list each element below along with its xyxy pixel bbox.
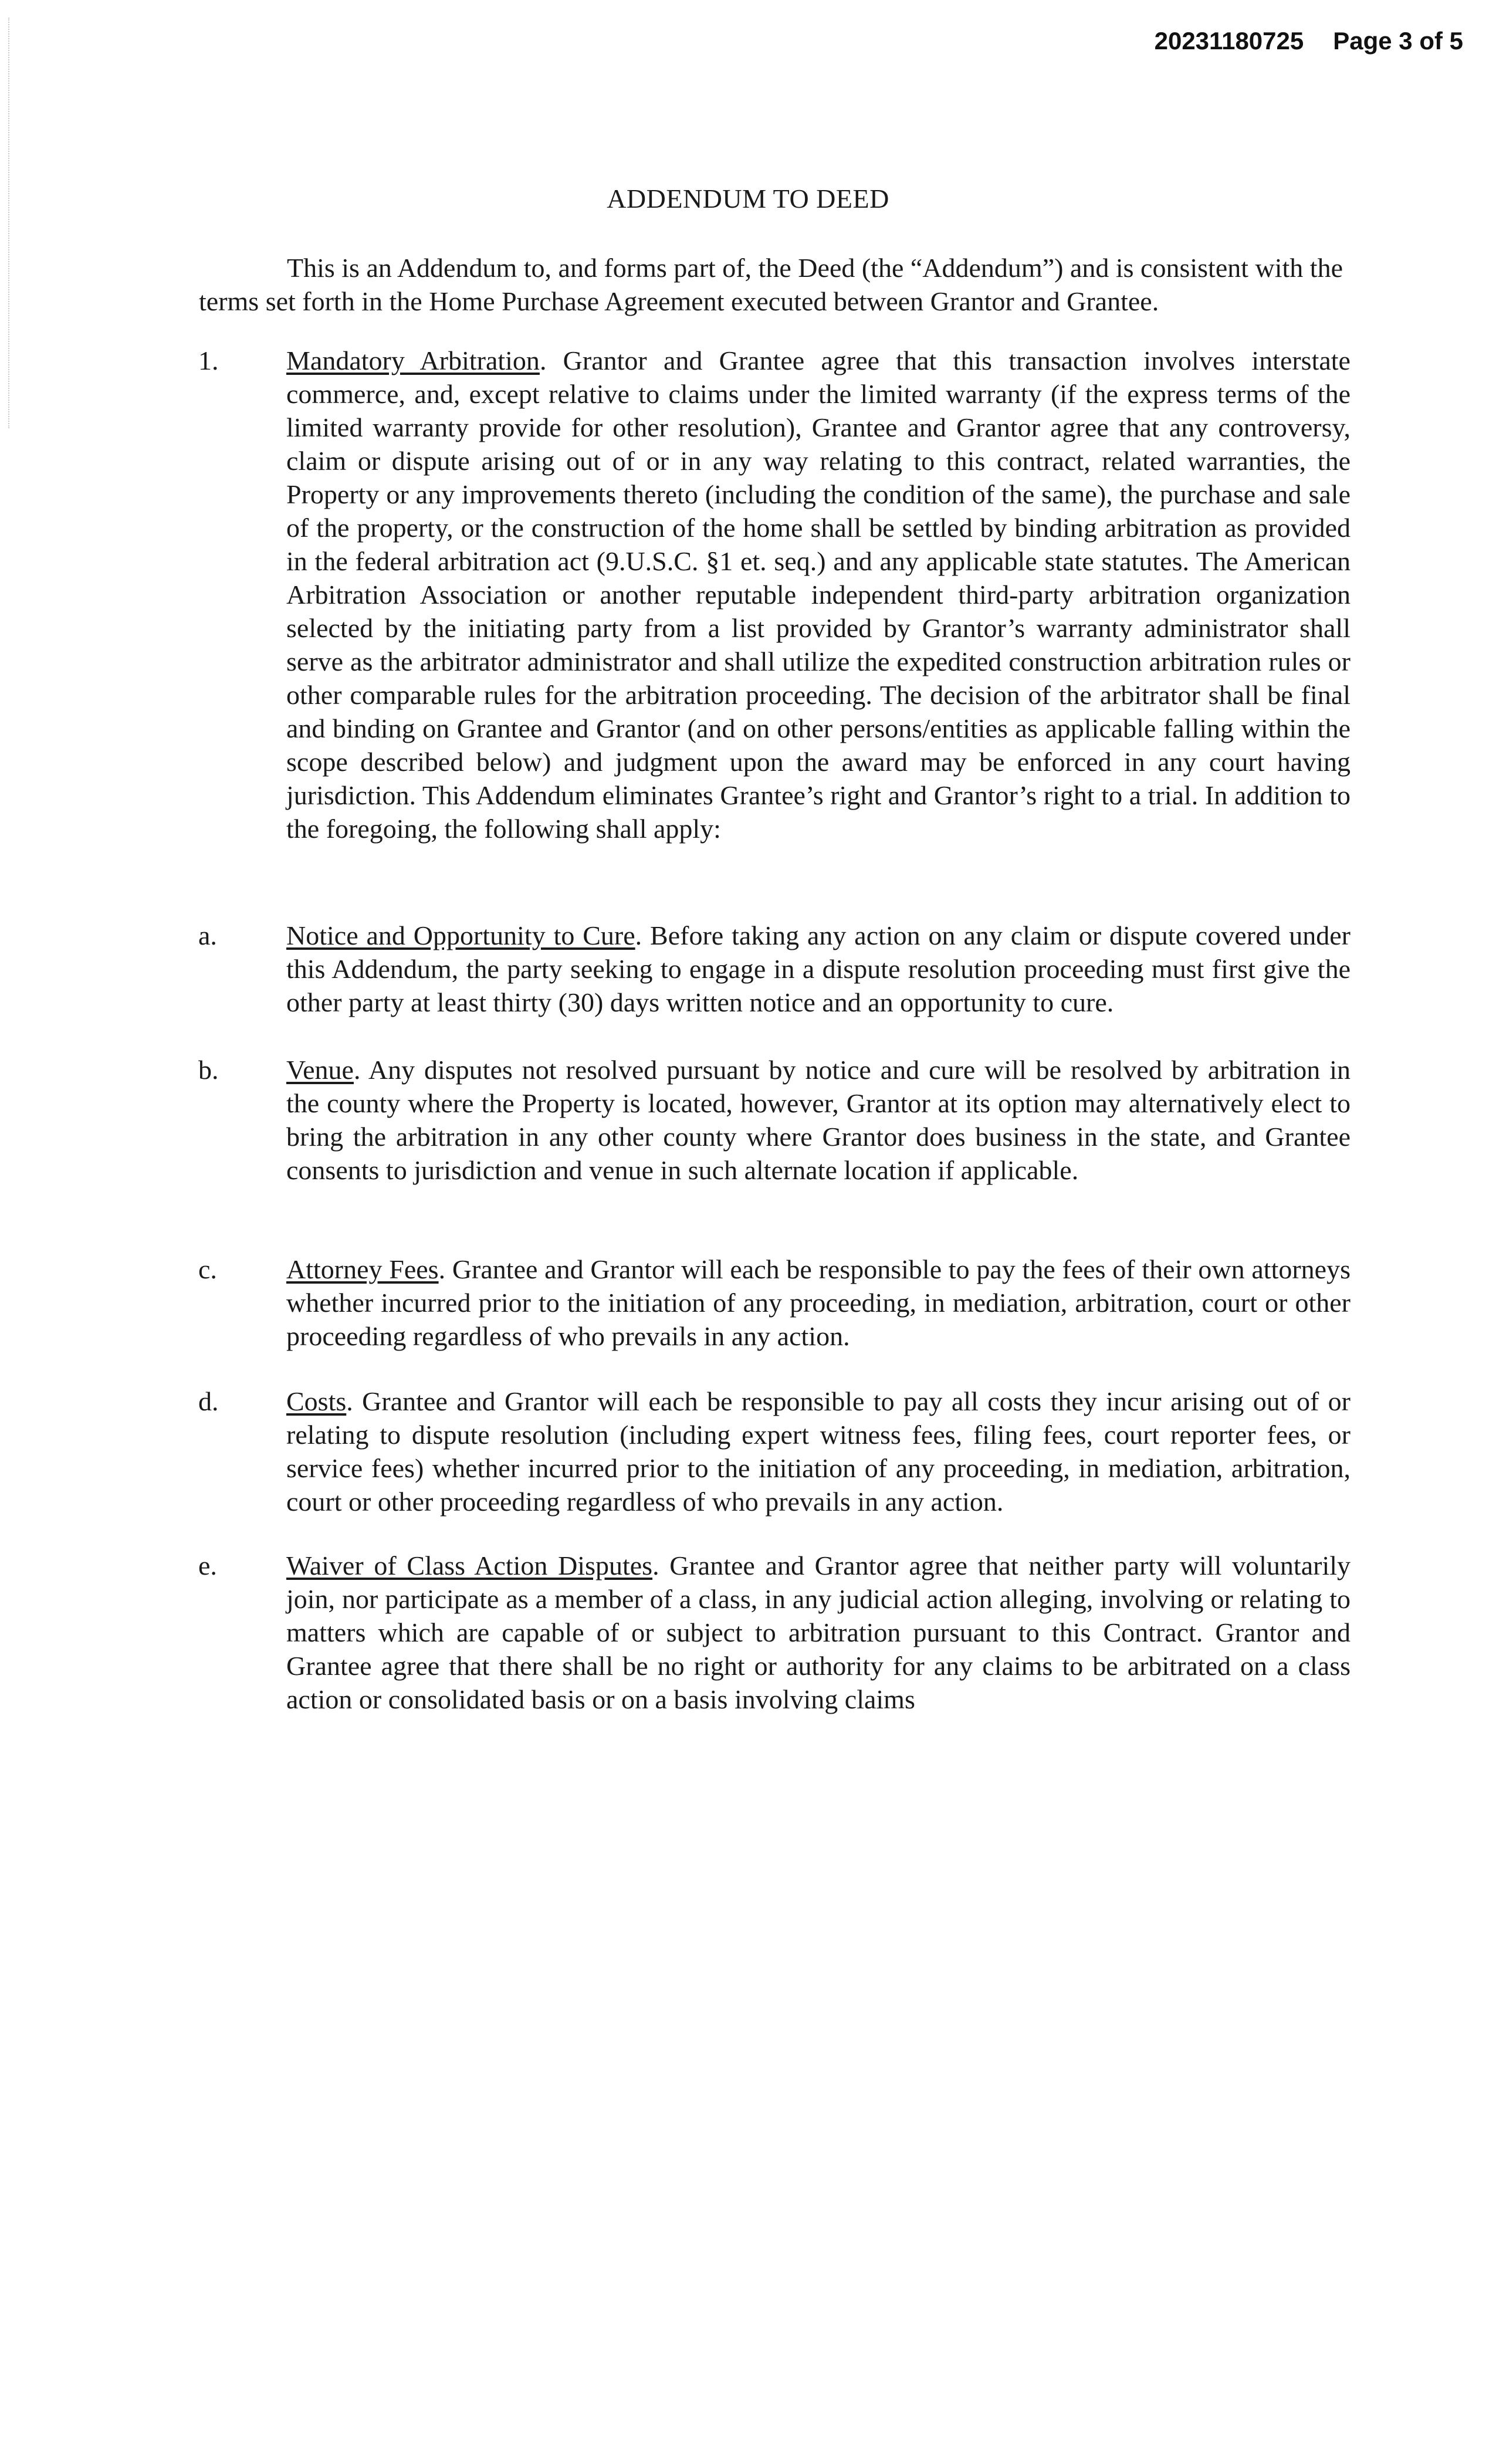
section-c-attorney-fees [198,1253,1351,1353]
section-body [286,919,1351,1019]
section-text: . Grantee and Grantor agree that neither party will voluntarily join, nor participate as a member of a class, in any judicial action alleging, involving or relating to matters which are capable of or subject to arbitration pursuant to this Contract. Grantor and Grantee agree that there shall be no right or authority for any claims to be arbitrated on a class action or consolidated basis or on a basis involving claims [286,1551,1351,1714]
section-body [286,1549,1351,1716]
section-text: . Before taking any action on any claim or dispute covered under this Addendum, the party seeking to engage in a dispute resolution proceeding must first give the other party at least thirty (30) days written notice and an opportunity to cure. [286,920,1351,1017]
section-heading: Attorney Fees [286,1254,439,1284]
section-body [286,344,1351,845]
section-marker: a. [198,920,217,950]
section-text: . Grantee and Grantor will each be responsible to pay the fees of their own attorneys whether incurred prior to the initiation of any proceeding, in mediation, arbitration, court or other proceeding regardless of who prevails in any action. [286,1254,1351,1351]
page-header [1155,27,1463,55]
section-d-costs [198,1385,1351,1518]
section-heading: Costs [286,1386,347,1416]
section-heading: Notice and Opportunity to Cure [286,920,635,950]
section-1-mandatory-arbitration [198,344,1351,845]
intro-paragraph: This is an Addendum to, and forms part of, the Deed (the “Addendum”) and is consistent with the terms set forth in the Home Purchase Agreement executed between Grantor and Grantee. [199,253,1343,316]
section-marker: c. [198,1254,217,1284]
section-heading: Mandatory Arbitration [286,346,540,375]
document-title: ADDENDUM TO DEED [607,184,889,214]
section-body [286,1385,1351,1518]
scan-edge-mark [8,18,9,428]
section-marker: e. [198,1551,217,1580]
document-number: 20231180725 [1154,27,1304,55]
section-marker: b. [198,1055,219,1085]
section-text: . Grantee and Grantor will each be responsible to pay all costs they incur arising out of or relating to dispute resolution (including expert witness fees, filing fees, court reporter fees, or service fees) whether incurred prior to the initiation of any proceeding, in mediation, arbitration, court or other proceeding regardless of who prevails in any action. [286,1386,1351,1517]
section-text: . Grantor and Grantee agree that this transaction involves interstate commerce, and, except relative to claims under the limited warranty (if the express terms of the limited warranty provide for other resolution), Grantee and Grantor agree that any controversy, claim or dispute arising out of or in any way relating to this contract, related warranties, the Property or any improvements thereto (including the condition of the same), the purchase and sale of the property, or the construction of the home shall be settled by binding arbitration as provided in the federal arbitration act (9.U.S.C. §1 et. seq.) and any applicable state statutes. The American Arbitration Association or another reputable independent third-party arbitration organization selected by the initiating party from a list provided by Grantor’s warranty administrator shall serve as the arbitrator administrator and shall utilize the expedited construction arbitration rules or other comparable rules for the arbitration proceeding. The decision of the arbitrator shall be final and binding on Grantee and Grantor (and on other persons/entities as applicable falling within the scope described below) and judgment upon the award may be enforced in any court having jurisdiction. This Addendum eliminates Grantee’s right and Grantor’s right to a trial. In addition to the foregoing, the following shall apply: [286,346,1351,844]
section-heading: Waiver of Class Action Disputes [286,1551,653,1580]
page-number: Page 3 of 5 [1333,27,1463,55]
section-marker: d. [198,1386,219,1416]
section-body [286,1253,1351,1353]
section-marker: 1. [198,346,219,375]
section-b-venue [198,1053,1351,1187]
section-e-class-action-waiver [198,1549,1351,1716]
section-text: . Any disputes not resolved pursuant by notice and cure will be resolved by arbitration in the county where the Property is located, however, Grantor at its option may alternatively elect to bring the arbitration in any other county where Grantor does business in the state, and Grantee consents to jurisdiction and venue in such alternate location if applicable. [286,1055,1351,1185]
section-body [286,1053,1351,1187]
section-heading: Venue [286,1055,354,1085]
section-a-notice-and-cure [198,919,1351,1019]
